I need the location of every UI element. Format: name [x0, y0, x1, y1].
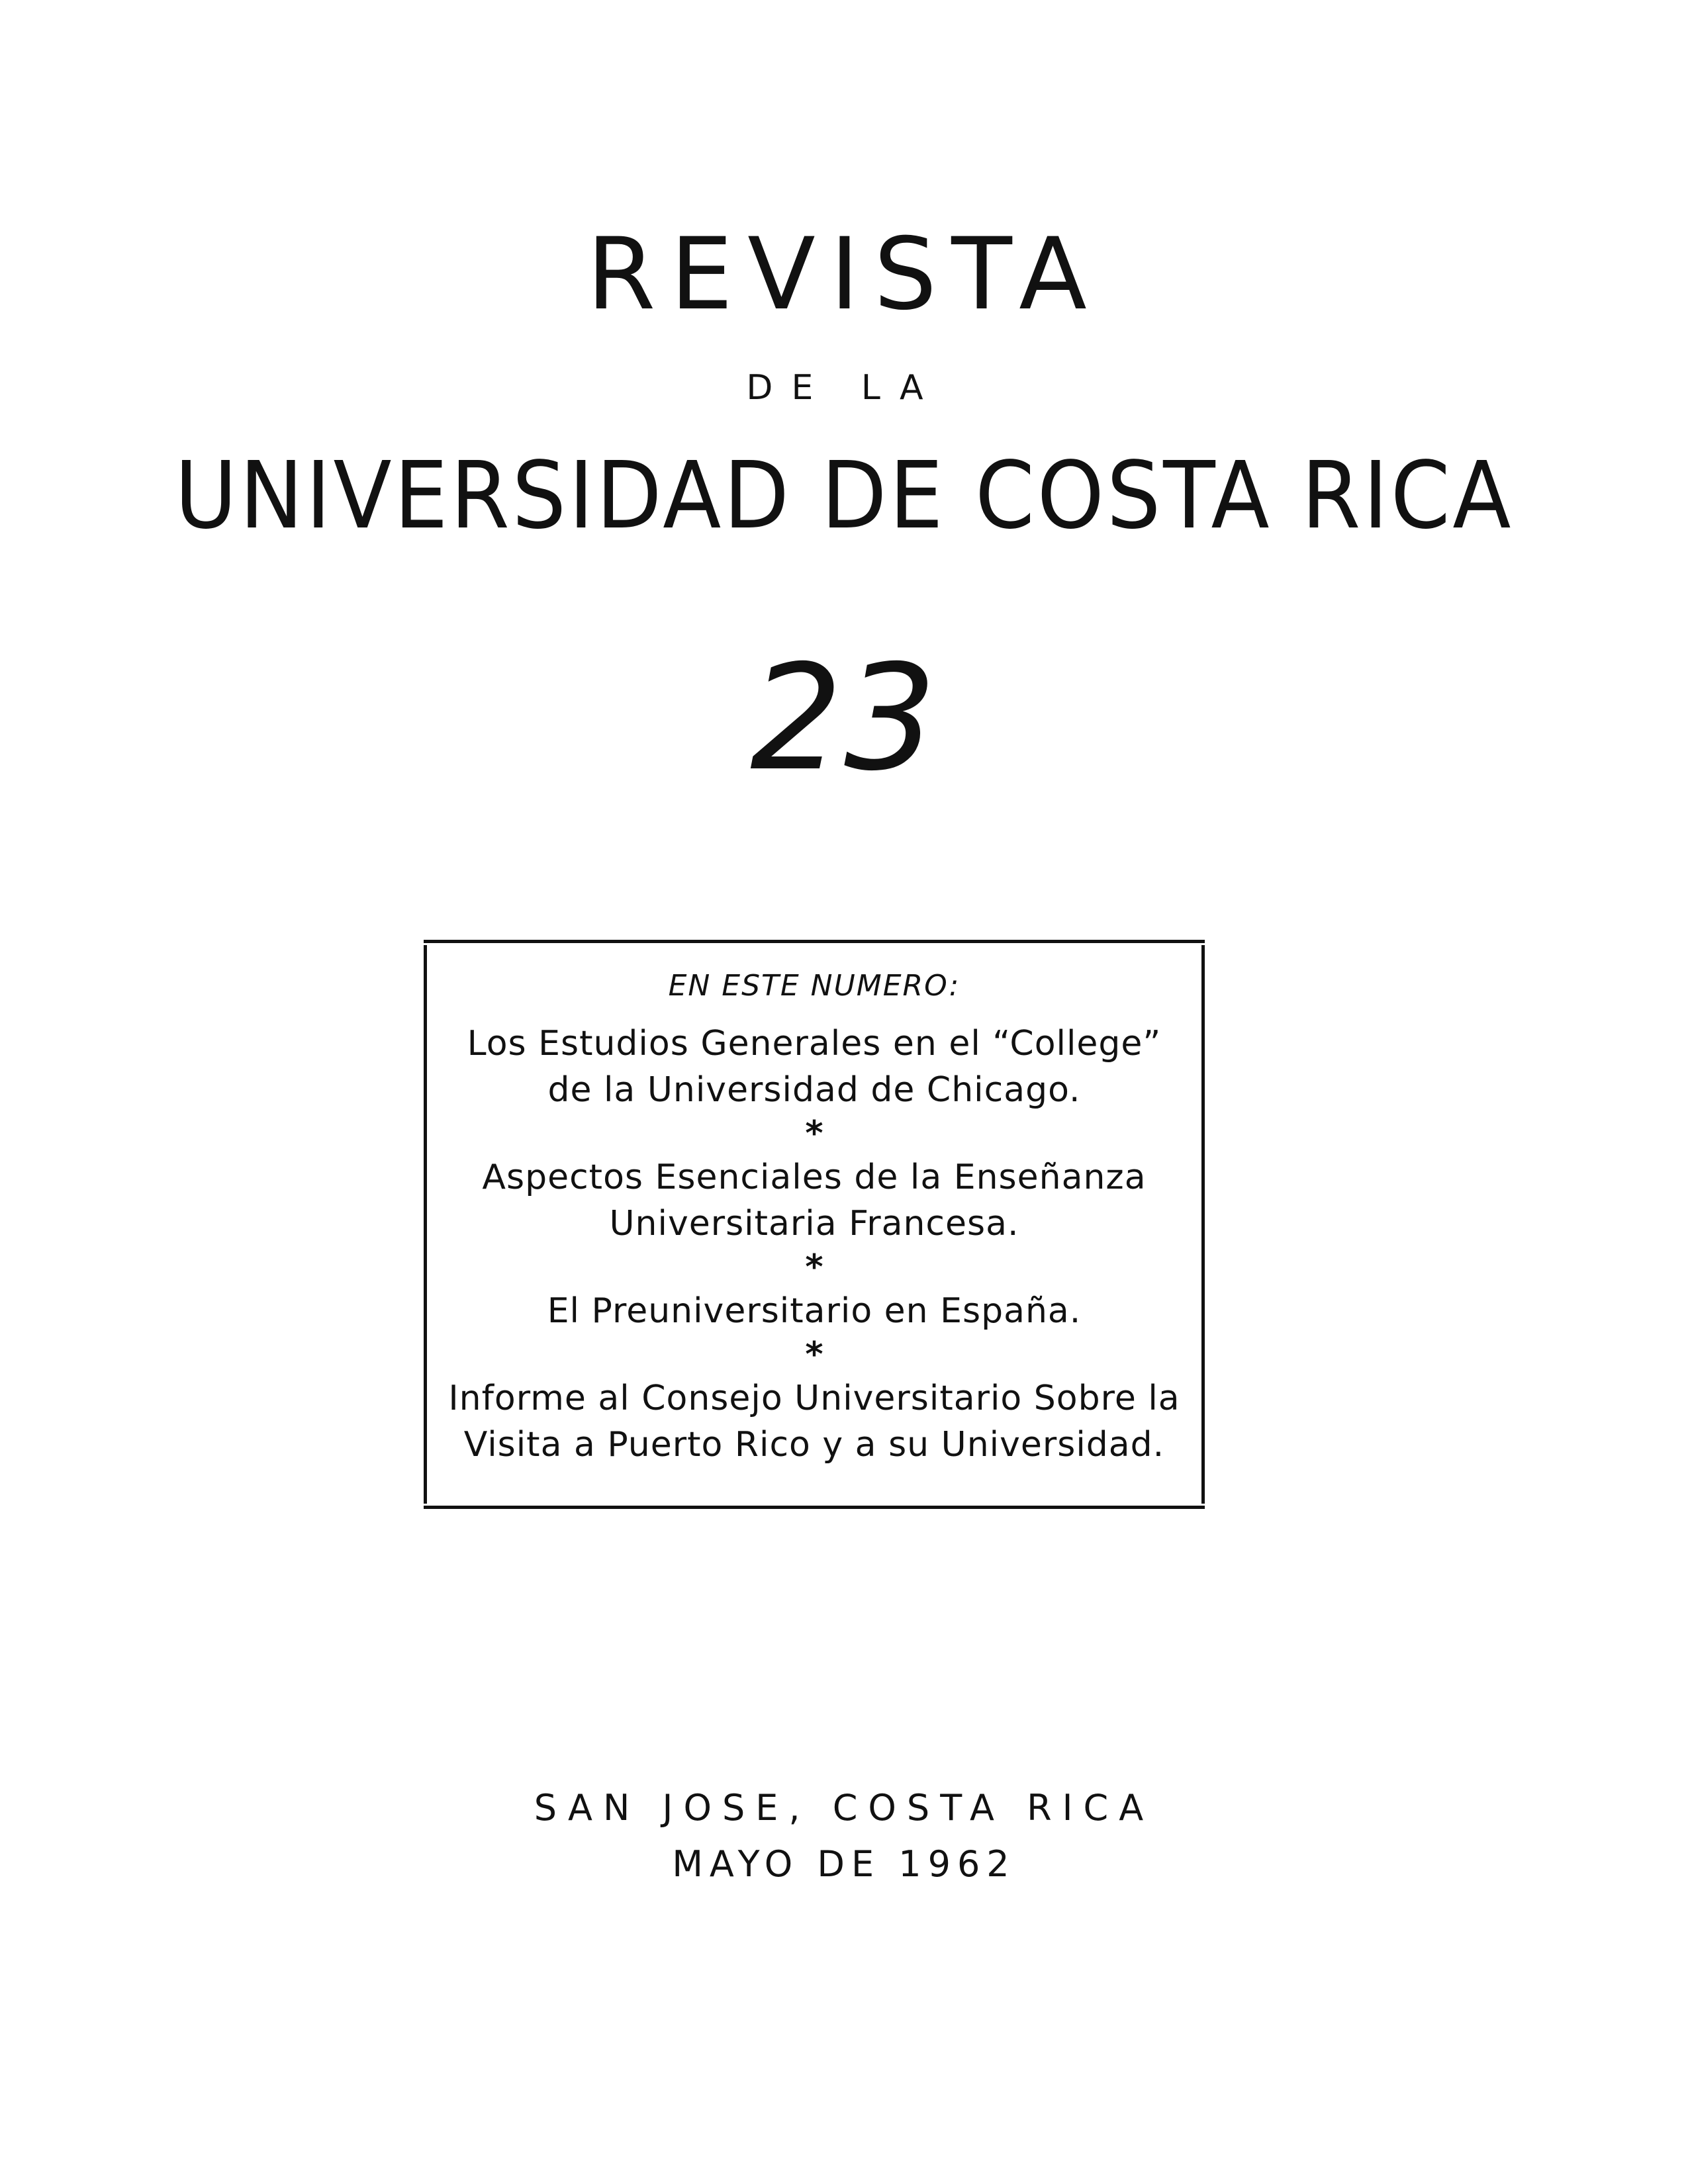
publisher-name: UNIVERSIDAD DE COSTA RICA: [174, 442, 1514, 550]
article-title-line: Aspectos Esenciales de la Enseñanza: [482, 1158, 1147, 1197]
title-connector: DE LA: [746, 368, 942, 408]
contents-heading: EN ESTE NUMERO:: [668, 969, 961, 1003]
article-title-line: Visita a Puerto Rico y a su Universidad.: [463, 1425, 1165, 1465]
article-title-line: de la Universidad de Chicago.: [547, 1070, 1081, 1110]
article-title-line: Los Estudios Generales en el “College”: [467, 1024, 1162, 1064]
issue-number: 23: [750, 633, 938, 803]
box-top-rule: [424, 940, 1205, 943]
asterisk-separator: *: [805, 1248, 823, 1287]
article-entry: [437, 1154, 1192, 1247]
box-left-rule: [424, 945, 427, 1504]
article-entry: [437, 1288, 1192, 1334]
imprint-date: MAYO DE 1962: [672, 1843, 1016, 1885]
asterisk-separator: *: [805, 1335, 823, 1375]
imprint-place: SAN JOSE, COSTA RICA: [534, 1787, 1154, 1829]
article-title-line: Informe al Consejo Universitario Sobre la: [448, 1379, 1180, 1418]
asterisk-separator: *: [805, 1114, 823, 1154]
article-entry: [437, 1021, 1192, 1113]
article-title-line: El Preuniversitario en España.: [547, 1291, 1082, 1331]
contents-box: [424, 940, 1205, 1509]
article-entry: [437, 1375, 1192, 1468]
contents-list: [437, 966, 1192, 1468]
box-bottom-rule: [424, 1506, 1205, 1509]
journal-title: REVISTA: [586, 217, 1102, 332]
article-title-line: Universitaria Francesa.: [609, 1204, 1019, 1244]
box-right-rule: [1201, 945, 1205, 1504]
